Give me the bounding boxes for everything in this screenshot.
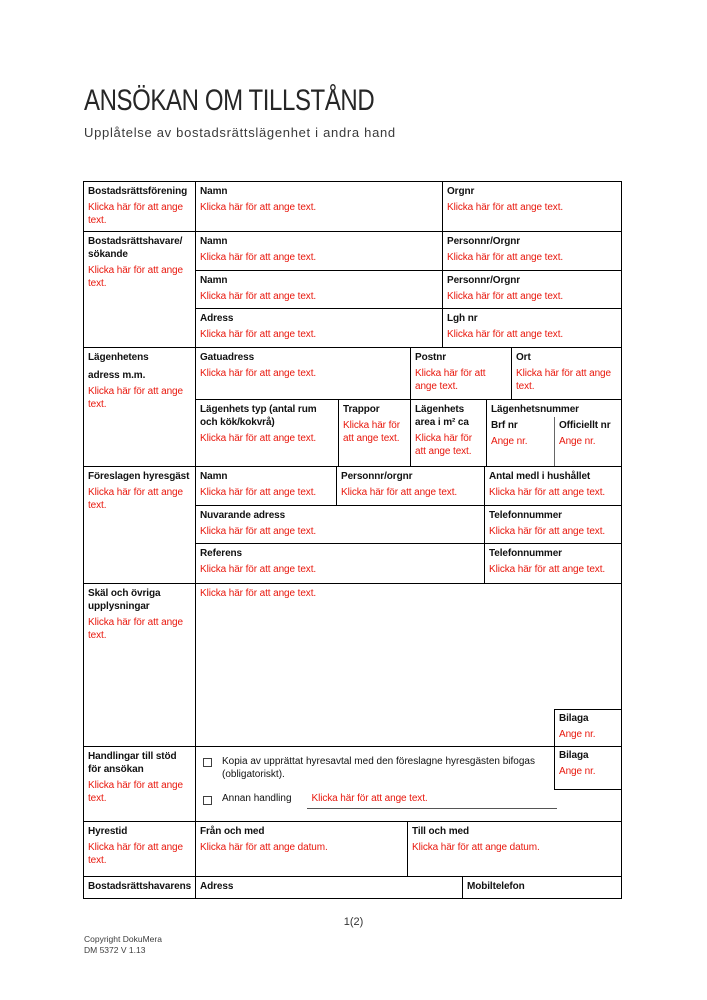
association-orgnr-label: Orgnr — [447, 186, 475, 197]
rental-period-label-input[interactable]: Klicka här för att ange text. — [88, 842, 183, 866]
section-holder-contact-label: Bostadsrättshavarens — [88, 881, 192, 892]
copyright-line2: DM 5372 V 1.13 — [84, 945, 146, 955]
holder-personnr1-label: Personnr/Orgnr — [447, 236, 521, 247]
rental-from-field[interactable]: Klicka här för att ange datum. — [200, 842, 328, 853]
documents-attachment-label: Bilaga — [559, 750, 589, 761]
holder-personnr1-field[interactable]: Klicka här för att ange text. — [447, 252, 564, 263]
documents-option2-row — [203, 792, 621, 809]
annan-handling-checkbox[interactable] — [203, 796, 212, 805]
section-association — [84, 182, 621, 232]
tenant-phone-field[interactable]: Klicka här för att ange text. — [489, 525, 606, 537]
holder-personnr2-field[interactable]: Klicka här för att ange text. — [447, 290, 564, 302]
section-holder-label-cell — [84, 232, 196, 347]
apartment-brf-no-field[interactable]: Ange nr. — [491, 435, 528, 447]
apartment-type-cell — [196, 400, 339, 466]
section-documents-label-line2: för ansökan — [88, 764, 144, 775]
copyright-line1: Copyright DokuMera — [84, 934, 162, 944]
apartment-area-field[interactable]: Klicka här för att ange text. — [415, 432, 472, 457]
section-rental-period-label: Hyrestid — [88, 826, 128, 837]
documents-attachment-box — [554, 747, 621, 790]
reasons-attachment-label: Bilaga — [559, 713, 589, 724]
rental-to-label: Till och med — [412, 826, 469, 837]
tenant-personnr-label: Personnr/orgnr — [341, 471, 413, 482]
holder-personnr2-cell — [443, 271, 621, 309]
apartment-brf-no-label: Brf nr — [491, 419, 518, 431]
reasons-text-field[interactable]: Klicka här för att ange text. — [200, 588, 317, 599]
tenant-label-input[interactable]: Klicka här för att ange text. — [88, 487, 183, 511]
section-holder-label-line2: sökande — [88, 249, 128, 260]
tenant-current-address-label: Nuvarande adress — [200, 509, 286, 521]
apartment-city-label: Ort — [516, 352, 531, 363]
apartment-number-label: Lägenhetsnummer — [491, 403, 579, 415]
association-name-input[interactable]: Klicka här för att ange text. — [88, 202, 183, 226]
holder-name1-cell — [196, 232, 443, 270]
holder-personnr1-cell — [443, 232, 621, 270]
apartment-postal-cell — [411, 348, 512, 399]
apartment-street-field[interactable]: Klicka här för att ange text. — [200, 368, 317, 379]
reasons-label-input[interactable]: Klicka här för att ange text. — [88, 617, 183, 641]
section-association-label: Bostadsrättsförening — [88, 186, 188, 197]
holder-address-label: Adress — [200, 313, 234, 325]
apartment-type-field[interactable]: Klicka här för att ange text. — [200, 432, 317, 444]
hyresavtal-checkbox[interactable] — [203, 758, 212, 767]
apartment-label-input[interactable]: Klicka här för att ange text. — [88, 386, 183, 410]
holder-personnr2-label: Personnr/Orgnr — [447, 274, 521, 286]
apartment-postal-label: Postnr — [415, 352, 447, 363]
section-apartment-label-line2: adress m.m. — [88, 370, 146, 381]
holder-apartment-no-label: Lgh nr — [447, 313, 478, 325]
section-documents-label-line1: Handlingar till stöd — [88, 751, 177, 762]
tenant-personnr-cell — [337, 467, 485, 505]
apartment-stairs-label: Trappor — [343, 403, 380, 415]
section-reasons-label-line1: Skäl och övriga — [88, 588, 161, 599]
tenant-phone-label: Telefonnummer — [489, 509, 562, 521]
apartment-city-field[interactable]: Klicka här för att ange text. — [516, 368, 611, 392]
tenant-reference-phone-cell — [485, 544, 621, 583]
tenant-reference-cell — [196, 544, 485, 583]
apartment-type-label: Lägenhets typ (antal rum och kök/kokvrå) — [200, 403, 317, 428]
association-name-cell — [196, 182, 443, 231]
apartment-area-cell — [411, 400, 487, 466]
apartment-area-label: Lägenhets area i m² ca — [415, 403, 469, 428]
tenant-name-field[interactable]: Klicka här för att ange text. — [200, 487, 317, 498]
holder-name2-label: Namn — [200, 274, 228, 286]
apartment-official-no-cell — [555, 417, 621, 466]
section-holder-contact-label-cell — [84, 877, 196, 898]
holder-apartment-no-cell — [443, 309, 621, 347]
association-orgnr-cell — [443, 182, 621, 231]
documents-option1-label: Kopia av upprättat hyresavtal med den föreslagne hyresgästen bifogas (obligatoriskt). — [222, 756, 535, 780]
documents-attachment-field[interactable]: Ange nr. — [559, 766, 596, 777]
documents-options-cell — [196, 747, 621, 821]
tenant-current-address-cell — [196, 506, 485, 544]
holder-address-cell — [196, 309, 443, 347]
holder-contact-address-label: Adress — [200, 881, 234, 892]
section-holder-contact — [84, 877, 621, 898]
holder-apartment-no-field[interactable]: Klicka här för att ange text. — [447, 329, 564, 341]
section-tenant-label-cell — [84, 467, 196, 583]
section-documents-label-cell — [84, 747, 196, 821]
association-name-field[interactable]: Klicka här för att ange text. — [200, 202, 317, 213]
section-holder-label-line1: Bostadsrättshavare/ — [88, 236, 183, 247]
section-rental-period-label-cell — [84, 822, 196, 876]
reasons-attachment-field[interactable]: Ange nr. — [559, 729, 596, 740]
tenant-reference-phone-label: Telefonnummer — [489, 548, 562, 560]
section-tenant — [84, 467, 621, 584]
tenant-name-label: Namn — [200, 471, 228, 482]
annan-handling-field[interactable]: Klicka här för att ange text. — [307, 793, 557, 809]
documents-option2-label: Annan handling — [222, 793, 292, 804]
copyright-block — [84, 934, 162, 956]
holder-address-field[interactable]: Klicka här för att ange text. — [200, 329, 317, 341]
holder-name2-field[interactable]: Klicka här för att ange text. — [200, 290, 317, 302]
section-reasons — [84, 584, 621, 747]
holder-label-input[interactable]: Klicka här för att ange text. — [88, 265, 183, 289]
holder-contact-mobile-cell — [463, 877, 621, 898]
section-holder — [84, 232, 621, 348]
apartment-stairs-cell — [339, 400, 411, 466]
section-apartment-label-cell — [84, 348, 196, 466]
holder-name2-cell — [196, 271, 443, 309]
section-documents — [84, 747, 621, 822]
reasons-text-cell — [196, 584, 621, 746]
rental-from-cell — [196, 822, 408, 876]
tenant-current-address-field[interactable]: Klicka här för att ange text. — [200, 525, 317, 537]
apartment-number-cell — [487, 400, 621, 466]
tenant-phone-cell — [485, 506, 621, 544]
holder-contact-mobile-label: Mobiltelefon — [467, 881, 525, 892]
apartment-city-cell — [512, 348, 621, 399]
document-subtitle: Upplåtelse av bostadsrättslägenhet i andra hand — [84, 125, 396, 140]
page-number: 1(2) — [343, 916, 364, 928]
tenant-reference-phone-field[interactable]: Klicka här för att ange text. — [489, 564, 606, 576]
rental-to-cell — [408, 822, 621, 876]
apartment-stairs-field[interactable]: Klicka här för att ange text. — [343, 419, 400, 444]
tenant-personnr-field[interactable]: Klicka här för att ange text. — [341, 487, 458, 498]
section-apartment-label-line1: Lägenhetens — [88, 352, 149, 363]
apartment-postal-field[interactable]: Klicka här för att ange text. — [415, 368, 486, 392]
section-reasons-label-line2: upplysningar — [88, 601, 150, 612]
section-rental-period — [84, 822, 621, 877]
document-header — [84, 84, 447, 140]
tenant-name-cell — [196, 467, 337, 505]
section-association-label-cell — [84, 182, 196, 231]
apartment-official-no-field[interactable]: Ange nr. — [559, 435, 596, 447]
section-apartment — [84, 348, 621, 467]
apartment-official-no-label: Officiellt nr — [559, 419, 611, 431]
section-tenant-label: Föreslagen hyresgäst — [88, 471, 190, 482]
tenant-household-field[interactable]: Klicka här för att ange text. — [489, 487, 606, 498]
apartment-street-cell — [196, 348, 411, 399]
tenant-household-label: Antal medl i hushållet — [489, 471, 591, 482]
documents-label-input[interactable]: Klicka här för att ange text. — [88, 780, 183, 804]
holder-name1-field[interactable]: Klicka här för att ange text. — [200, 252, 317, 263]
holder-contact-address-cell — [196, 877, 463, 898]
holder-name1-label: Namn — [200, 236, 228, 247]
document-title: ANSÖKAN OM TILLSTÅND — [84, 84, 375, 117]
application-form-table — [83, 181, 622, 899]
tenant-household-cell — [485, 467, 621, 505]
rental-from-label: Från och med — [200, 826, 265, 837]
association-orgnr-field[interactable]: Klicka här för att ange text. — [447, 202, 564, 213]
apartment-street-label: Gatuadress — [200, 352, 255, 363]
tenant-reference-label: Referens — [200, 548, 242, 560]
rental-to-field[interactable]: Klicka här för att ange datum. — [412, 842, 540, 853]
tenant-reference-field[interactable]: Klicka här för att ange text. — [200, 564, 317, 576]
reasons-attachment-box — [554, 709, 621, 746]
association-name-label: Namn — [200, 186, 228, 197]
section-reasons-label-cell — [84, 584, 196, 746]
apartment-brf-no-cell — [487, 417, 555, 466]
